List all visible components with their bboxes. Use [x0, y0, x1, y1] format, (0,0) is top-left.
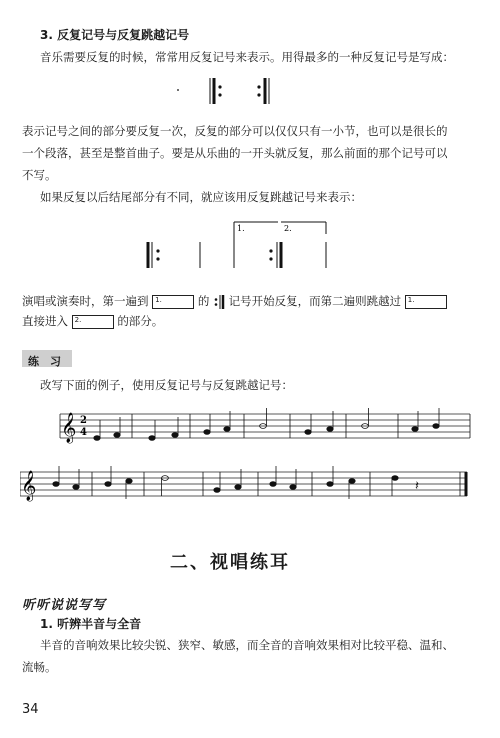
music-staff-2 — [20, 460, 480, 510]
exercise-instruction: 改写下面的例子，使用反复记号与反复跳越记号： — [40, 378, 293, 392]
treble-clef-icon-2: 𝄞 — [21, 471, 37, 501]
exercise-label-bar — [22, 350, 72, 367]
explain-part-c: 记号开始反复，而第二遍则跳越过 — [228, 294, 402, 308]
chapter-title: 二、视唱练耳 — [170, 552, 290, 573]
end-repeat-sign-inline — [213, 295, 225, 309]
volta-2-label: 2. — [284, 224, 292, 233]
volta-1-box-label: 1. — [155, 295, 162, 304]
section-heading: 3. 反复记号与反复跳越记号 — [40, 28, 190, 42]
volta-2-box-label: 2. — [74, 315, 82, 324]
paragraph-repeat-l3: 不写。 — [22, 168, 57, 182]
volta-1-label: 1. — [237, 224, 245, 233]
repeat-sign-figure — [170, 74, 280, 110]
paragraph-volta-explain-l2 — [22, 310, 163, 332]
time-signature-top: 2 — [80, 415, 87, 426]
volta-1-box-inline-2 — [405, 295, 447, 309]
paragraph-repeat-intro: 音乐需要反复的时候，常常用反复记号来表示。用得最多的一种反复记号是写成： — [40, 50, 454, 64]
chapter-subtitle: 听听说说写写 — [22, 598, 107, 613]
exercise-label: 练 习 — [28, 355, 61, 368]
treble-clef-icon: 𝄞 — [61, 413, 77, 443]
paragraph-repeat-l1: 表示记号之间的部分要反复一次，反复的部分可以仅仅只有一小节，也可以是很长的 — [22, 124, 448, 138]
paragraph-volta-intro: 如果反复以后结尾部分有不同，就应该用反复跳越记号来表示： — [40, 190, 362, 204]
music-staff-1 — [20, 400, 480, 450]
paragraph-volta-explain-l1 — [22, 290, 447, 312]
explain-part-e: 的部分。 — [117, 314, 164, 328]
volta-figure — [140, 214, 340, 276]
explain-part-b: 的 — [197, 294, 210, 308]
chapter-paragraph-l2: 流畅。 — [22, 660, 57, 674]
chapter-paragraph-l1: 半音的音响效果比较尖锐、狭窄、敏感，而全音的音响效果相对比较平稳、温和、 — [40, 638, 454, 652]
time-signature-bottom: 4 — [80, 427, 87, 438]
page-number: 34 — [22, 702, 39, 717]
volta-1-box-inline — [152, 295, 194, 309]
volta-2-box-inline — [72, 315, 114, 329]
explain-part-d: 直接进入 — [22, 314, 68, 328]
chapter-subheading: 1. 听辨半音与全音 — [40, 617, 142, 631]
paragraph-repeat-l2: 一个段落，甚至是整首曲子。要是从乐曲的一开头就反复，那么前面的那个记号可以 — [22, 146, 448, 160]
volta-1-box-label-2: 1. — [407, 295, 415, 304]
quarter-rest-icon: 𝄽 — [415, 479, 419, 494]
explain-part-a: 演唱或演奏时，第一遍到 — [22, 294, 149, 308]
